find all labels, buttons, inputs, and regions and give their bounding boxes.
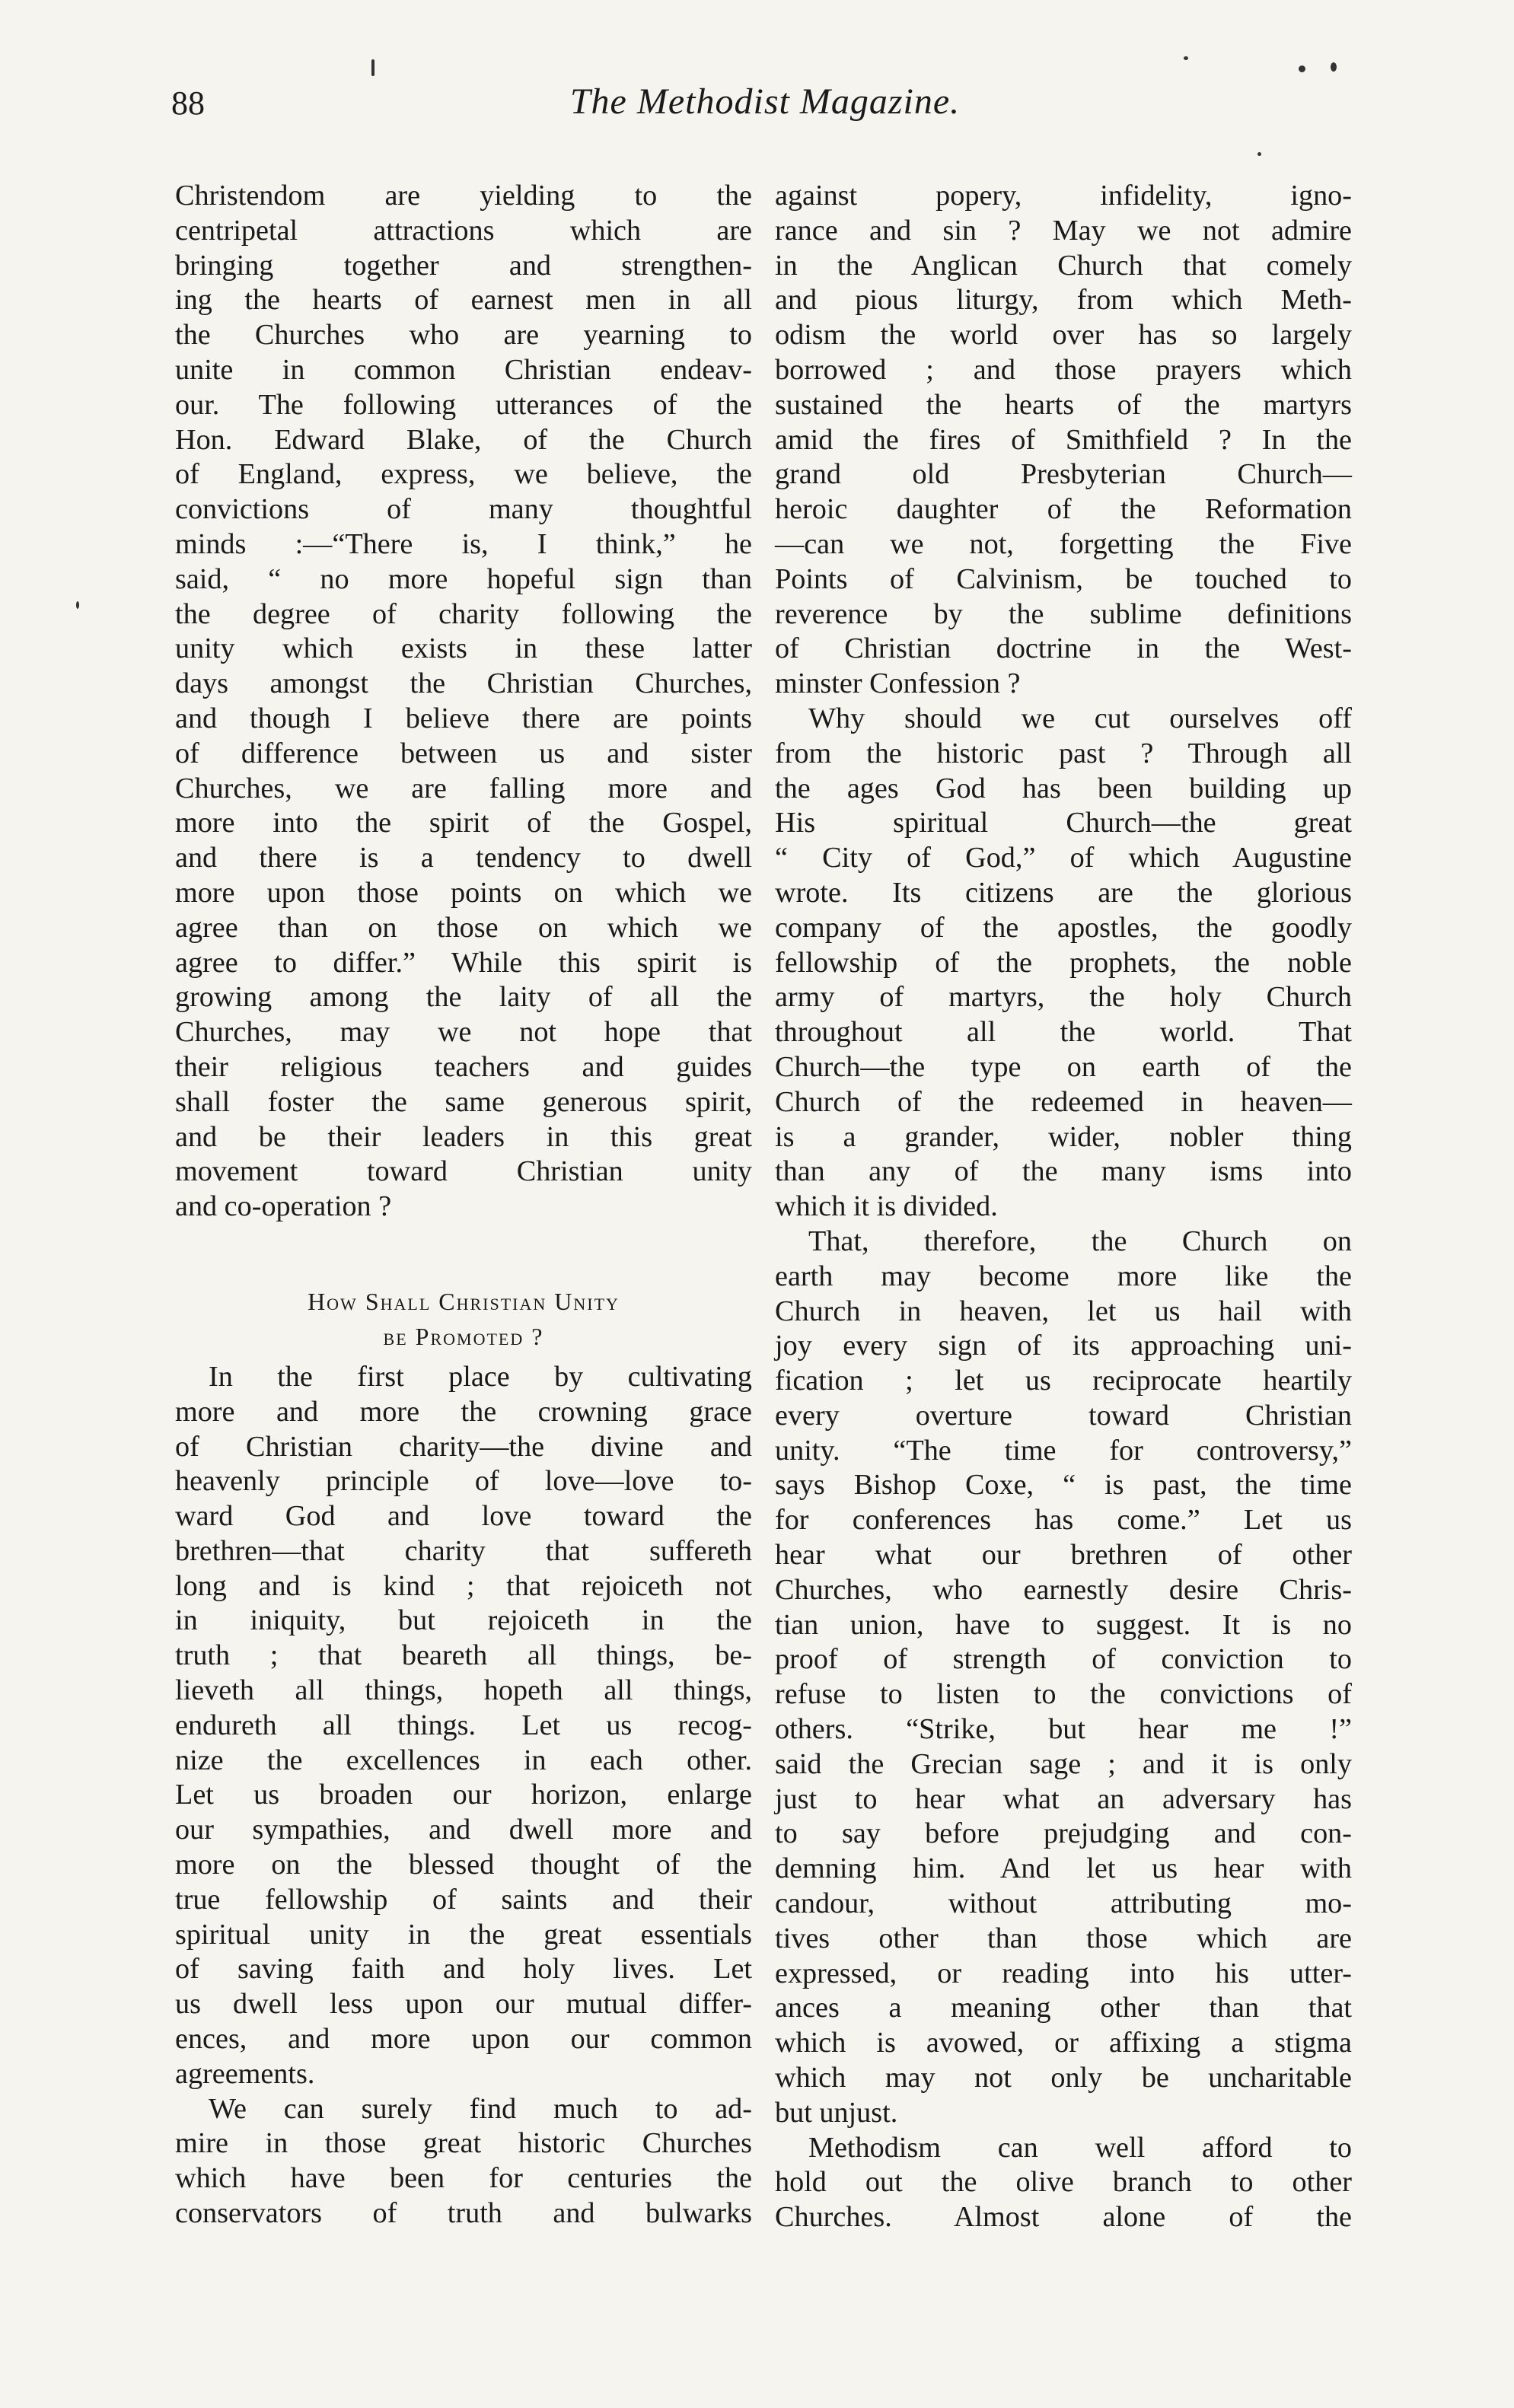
text-line: said, “ no more hopeful sign than — [175, 562, 752, 595]
text-line: lieveth all things, hopeth all things, — [175, 1674, 752, 1707]
text-line: growing among the laity of all the — [175, 981, 752, 1014]
text-line: In the first place by cultivating — [209, 1360, 752, 1393]
paragraph — [775, 2131, 1352, 2235]
text-line: unity. “The time for controversy,” — [775, 1434, 1352, 1467]
text-line: of Christian charity—the divine and — [175, 1430, 752, 1463]
text-line: minster Confession ? — [775, 667, 1021, 700]
text-line: of England, express, we believe, the — [175, 458, 752, 491]
text-line: grand old Presbyterian Church— — [775, 458, 1352, 491]
text-line: Church—the type on earth of the — [775, 1050, 1352, 1083]
page-header — [171, 81, 1359, 137]
text-line: heavenly principle of love—love to- — [175, 1465, 752, 1498]
print-speck — [1184, 56, 1188, 60]
text-line: army of martyrs, the holy Church — [775, 981, 1352, 1014]
text-line: proof of strength of conviction to — [775, 1643, 1352, 1676]
text-line: expressed, or reading into his utter- — [775, 1957, 1352, 1989]
text-line: which may not only be uncharitable — [775, 2062, 1352, 2094]
text-line: in the Anglican Church that comely — [775, 249, 1352, 282]
text-line: “ City of God,” of which Augustine — [775, 842, 1352, 874]
text-line: Methodism can well afford to — [808, 2131, 1352, 2164]
text-line: agreements. — [175, 2057, 315, 2090]
text-line: says Bishop Coxe, “ is past, the time — [775, 1469, 1352, 1502]
left-column — [175, 179, 752, 2231]
text-line: and co-operation ? — [175, 1190, 392, 1223]
text-line: minds :—“There is, I think,” he — [175, 527, 752, 560]
text-line: agree than on those on which we — [175, 911, 752, 944]
text-line: hold out the olive branch to other — [775, 2166, 1352, 2199]
text-line: Church in heaven, let us hail with — [775, 1295, 1352, 1327]
page-number: 88 — [171, 84, 205, 122]
text-line: fellowship of the prophets, the noble — [775, 946, 1352, 979]
text-line: brethren—that charity that suffereth — [175, 1534, 752, 1567]
text-line: which it is divided. — [775, 1190, 998, 1223]
text-line: of Christian doctrine in the West- — [775, 632, 1352, 665]
text-line: every overture toward Christian — [775, 1399, 1352, 1432]
section-heading-line-1: How Shall Christian Unity — [308, 1287, 620, 1315]
text-line: company of the apostles, the goodly — [775, 911, 1352, 944]
text-line: in iniquity, but rejoiceth in the — [175, 1604, 752, 1637]
text-line: the degree of charity following the — [175, 597, 752, 630]
right-column — [775, 179, 1352, 2235]
text-line: long and is kind ; that rejoiceth not — [175, 1569, 752, 1602]
text-line: unite in common Christian endeav- — [175, 353, 752, 386]
section-heading-line-2: be Promoted ? — [383, 1322, 544, 1350]
text-line: Church of the redeemed in heaven— — [775, 1085, 1352, 1118]
text-line: hear what our brethren of other — [775, 1539, 1352, 1572]
text-line: the ages God has been building up — [775, 772, 1352, 804]
text-line: odism the world over has so largely — [775, 319, 1352, 352]
text-line: and be their leaders in this great — [175, 1120, 752, 1153]
text-line: agree to differ.” While this spirit is — [175, 946, 752, 979]
text-line: more and more the crowning grace — [175, 1395, 752, 1428]
text-line: demning him. And let us hear with — [775, 1852, 1352, 1885]
text-line: truth ; that beareth all things, be- — [175, 1639, 752, 1672]
text-line: others. “Strike, but hear me !” — [775, 1713, 1352, 1746]
text-line: which have been for centuries the — [175, 2162, 752, 2195]
text-line: Churches. Almost alone of the — [775, 2201, 1352, 2234]
text-line: of difference between us and sister — [175, 737, 752, 769]
print-speck — [371, 59, 375, 76]
text-line: refuse to listen to the convictions of — [775, 1678, 1352, 1711]
text-line: more upon those points on which we — [175, 876, 752, 909]
text-line: and pious liturgy, from which Meth- — [775, 284, 1352, 317]
text-line: for conferences has come.” Let us — [775, 1504, 1352, 1537]
text-line: bringing together and strengthen- — [175, 249, 752, 282]
text-line: throughout all the world. That — [775, 1016, 1352, 1049]
text-line: Churches, may we not hope that — [175, 1016, 752, 1049]
text-line: Christendom are yielding to the — [175, 180, 752, 212]
text-line: shall foster the same generous spirit, — [175, 1085, 752, 1118]
text-line: than any of the many isms into — [775, 1155, 1352, 1188]
text-line: unity which exists in these latter — [175, 632, 752, 665]
text-line: rance and sin ? May we not admire — [775, 214, 1352, 247]
print-speck — [1299, 65, 1305, 72]
text-line: joy every sign of its approaching uni- — [775, 1330, 1352, 1362]
text-line: Hon. Edward Blake, of the Church — [175, 423, 752, 456]
text-line: tives other than those which are — [775, 1922, 1352, 1954]
text-line: from the historic past ? Through all — [775, 737, 1352, 769]
text-line: We can surely find much to ad- — [209, 2092, 752, 2125]
text-line: is a grander, wider, nobler thing — [775, 1120, 1352, 1153]
text-line: earth may become more like the — [775, 1260, 1352, 1292]
print-speck — [76, 601, 79, 609]
text-line: mire in those great historic Churches — [175, 2127, 752, 2160]
text-line: and though I believe there are points — [175, 702, 752, 734]
text-line: against popery, infidelity, igno- — [775, 180, 1352, 212]
text-line: amid the fires of Smithfield ? In the — [775, 423, 1352, 456]
text-line: —can we not, forgetting the Five — [775, 527, 1352, 560]
text-line: our. The following utterances of the — [175, 388, 752, 421]
print-speck — [1257, 152, 1261, 156]
text-line: said the Grecian sage ; and it is only — [775, 1747, 1352, 1780]
text-line: That, therefore, the Church on — [808, 1225, 1352, 1257]
text-line: just to hear what an adversary has — [775, 1782, 1352, 1815]
text-line: which is avowed, or affixing a stigma — [775, 2027, 1352, 2059]
paragraph — [775, 179, 1352, 702]
text-line: Let us broaden our horizon, enlarge — [175, 1779, 752, 1811]
paragraph — [775, 702, 1352, 1225]
text-line: to say before prejudging and con- — [775, 1817, 1352, 1850]
text-line: fication ; let us reciprocate heartily — [775, 1365, 1352, 1397]
text-line: days amongst the Christian Churches, — [175, 667, 752, 700]
paragraph — [175, 1360, 752, 2092]
text-line: but unjust. — [775, 2096, 898, 2129]
text-line: nize the excellences in each other. — [175, 1744, 752, 1776]
text-line: heroic daughter of the Reformation — [775, 493, 1352, 526]
text-line: tian union, have to suggest. It is no — [775, 1608, 1352, 1641]
text-line: ances a meaning other than that — [775, 1992, 1352, 2024]
text-line: candour, without attributing mo- — [775, 1887, 1352, 1920]
text-line: Points of Calvinism, be touched to — [775, 562, 1352, 595]
text-line: conservators of truth and bulwarks — [175, 2197, 752, 2230]
text-line: Churches, who earnestly desire Chris- — [775, 1573, 1352, 1606]
text-line: ences, and more upon our common — [175, 2023, 752, 2056]
paragraph — [775, 1225, 1352, 2131]
section-heading — [175, 1284, 752, 1354]
text-line: us dwell less upon our mutual differ- — [175, 1988, 752, 2021]
paragraph — [175, 179, 752, 1225]
text-line: endureth all things. Let us recog- — [175, 1709, 752, 1741]
text-line: their religious teachers and guides — [175, 1050, 752, 1083]
text-line: reverence by the sublime definitions — [775, 597, 1352, 630]
text-line: of saving faith and holy lives. Let — [175, 1953, 752, 1986]
text-line: true fellowship of saints and their — [175, 1883, 752, 1916]
running-title: The Methodist Magazine. — [569, 81, 961, 122]
text-line: ward God and love toward the — [175, 1500, 752, 1533]
text-line: ing the hearts of earnest men in all — [175, 284, 752, 317]
text-line: the Churches who are yearning to — [175, 319, 752, 352]
text-line: His spiritual Church—the great — [775, 807, 1352, 839]
text-line: wrote. Its citizens are the glorious — [775, 876, 1352, 909]
text-line: movement toward Christian unity — [175, 1155, 752, 1188]
text-line: spiritual unity in the great essentials — [175, 1918, 752, 1951]
text-line: more on the blessed thought of the — [175, 1849, 752, 1881]
text-line: centripetal attractions which are — [175, 214, 752, 247]
text-line: Churches, we are falling more and — [175, 772, 752, 804]
text-line: our sympathies, and dwell more and — [175, 1814, 752, 1846]
text-line: more into the spirit of the Gospel, — [175, 807, 752, 839]
text-line: sustained the hearts of the martyrs — [775, 388, 1352, 421]
print-speck — [1331, 62, 1337, 72]
paragraph — [175, 2092, 752, 2231]
text-line: borrowed ; and those prayers which — [775, 353, 1352, 386]
text-line: and there is a tendency to dwell — [175, 842, 752, 874]
text-line: Why should we cut ourselves off — [808, 702, 1352, 734]
text-line: convictions of many thoughtful — [175, 493, 752, 526]
